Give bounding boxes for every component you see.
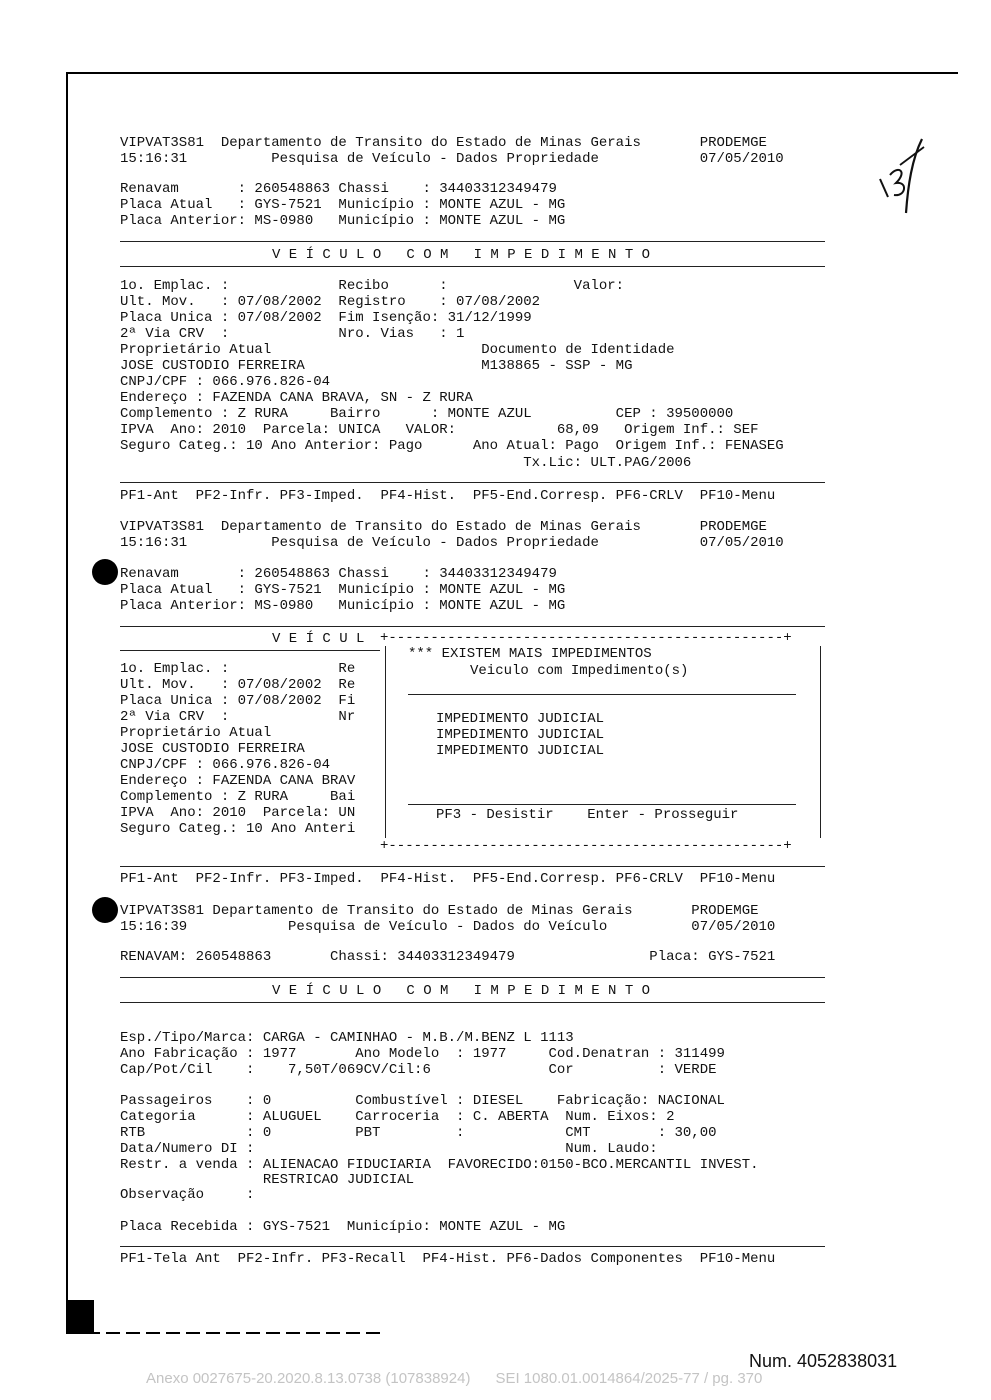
frame-top-line xyxy=(66,72,958,74)
screen3-rtb: RTB : 0 PBT : CMT : 30,00 xyxy=(120,1125,717,1141)
dialog-item: IMPEDIMENTO JUDICIAL xyxy=(436,743,605,759)
punch-hole-mark xyxy=(92,559,118,585)
document-number-stamp: Num. 4052838031 xyxy=(749,1351,898,1371)
screen2-left-line: Proprietário Atual xyxy=(120,725,272,741)
screen3-divider-menu xyxy=(120,1246,825,1247)
screen1-banner: V E Í C U L O C O M I M P E D I M E N T O xyxy=(272,247,651,263)
screen1-renavam: Renavam : 260548863 Chassi : 34403312349479 xyxy=(120,181,557,197)
dialog-subtitle: Veiculo com Impedimento(s) xyxy=(470,663,689,679)
screen2-header-line2: 15:16:31 Pesquisa de Veículo - Dados Propriedade 07/05/2010 xyxy=(120,535,784,551)
screen3-categoria: Categoria : ALUGUEL Carroceria : C. ABERTA Num. Eixos: 2 xyxy=(120,1109,675,1125)
screen2-divider-top xyxy=(120,626,825,627)
screen1-complemento: Complemento : Z RURA Bairro : MONTE AZUL CEP : 39500000 xyxy=(120,406,734,422)
screen1-ipva: IPVA Ano: 2010 Parcela: UNICA VALOR: 68,09 Origem Inf.: SEF xyxy=(120,422,759,438)
screen2-left-line: Complemento : Z RURA Bai xyxy=(120,789,356,805)
screen1-via-crv: 2ª Via CRV : Nro. Vias : 1 xyxy=(120,326,465,342)
screen3-ano-fabricacao: Ano Fabricação : 1977 Ano Modelo : 1977 Cod.Denatran : 311499 xyxy=(120,1046,725,1062)
screen3-header-line1: VIPVAT3S81 Departamento de Transito do Estado de Minas Gerais PRODEMGE xyxy=(120,903,759,919)
screen3-cap-pot-cil: Cap/Pot/Cil : 7,50T/069CV/Cil:6 Cor : VERDE xyxy=(120,1062,717,1078)
screen1-proprietario-nome: JOSE CUSTODIO FERREIRA M138865 - SSP - MG xyxy=(120,358,633,374)
screen3-data-numero-di: Data/Numero DI : Num. Laudo: xyxy=(120,1141,658,1157)
screen1-txlic: Tx.Lic: ULT.PAG/2006 xyxy=(120,455,692,471)
screen2-left-line: Ult. Mov. : 07/08/2002 Re xyxy=(120,677,356,693)
page-footer: Anexo 0027675-20.2020.8.13.0738 (107838924) SEI 1080.01.0014864/2025-77 / pg. 370 xyxy=(146,1370,763,1387)
screen2-banner: V E Í C U L xyxy=(272,631,365,647)
screen2-placa-atual: Placa Atual : GYS-7521 Município : MONTE AZUL - MG xyxy=(120,582,566,598)
dialog-divider-top xyxy=(408,694,796,695)
screen2-left-line: Seguro Categ.: 10 Ano Anteri xyxy=(120,821,356,837)
frame-corner-mark xyxy=(66,1300,94,1334)
frame-left-line xyxy=(66,72,68,1334)
screen3-placa-recebida: Placa Recebida : GYS-7521 Município: MONTE AZUL - MG xyxy=(120,1219,566,1235)
screen1-divider-banner xyxy=(120,266,825,267)
screen1-placa-unica: Placa Unica : 07/08/2002 Fim Isenção: 31/12/1999 xyxy=(120,310,532,326)
screen1-proprietario-label: Proprietário Atual Documento de Identidade xyxy=(120,342,675,358)
screen1-divider-menu xyxy=(120,482,825,483)
screen1-seguro: Seguro Categ.: 10 Ano Anterior: Pago Ano Atual: Pago Origem Inf.: FENASEG xyxy=(120,438,784,454)
screen1-emplac: 1o. Emplac. : Recibo : Valor: xyxy=(120,278,625,294)
screen1-function-menu: PF1-Ant PF2-Infr. PF3-Imped. PF4-Hist. PF5-End.Corresp. PF6-CRLV PF10-Menu xyxy=(120,488,776,504)
handwritten-initials xyxy=(868,135,938,225)
screen1-endereco: Endereço : FAZENDA CANA BRAVA, SN - Z RURA xyxy=(120,390,473,406)
screen3-ids: RENAVAM: 260548863 Chassi: 34403312349479 Placa: GYS-7521 xyxy=(120,949,776,965)
screen3-divider-top xyxy=(120,977,825,978)
screen2-left-line: 1o. Emplac. : Re xyxy=(120,661,356,677)
screen2-left-line: 2ª Via CRV : Nr xyxy=(120,709,356,725)
dialog-item: IMPEDIMENTO JUDICIAL xyxy=(436,727,605,743)
screen2-function-menu: PF1-Ant PF2-Infr. PF3-Imped. PF4-Hist. PF5-End.Corresp. PF6-CRLV PF10-Menu xyxy=(120,871,776,887)
dialog-top-border: +-----------------------------------------------+ xyxy=(380,630,792,646)
punch-hole-mark xyxy=(92,897,118,923)
screen1-ult-mov: Ult. Mov. : 07/08/2002 Registro : 07/08/2002 xyxy=(120,294,541,310)
dialog-divider-bottom xyxy=(408,804,796,805)
screen2-renavam: Renavam : 260548863 Chassi : 34403312349479 xyxy=(120,566,557,582)
screen2-header-line1: VIPVAT3S81 Departamento de Transito do Estado de Minas Gerais PRODEMGE xyxy=(120,519,767,535)
screen2-left-line: Endereço : FAZENDA CANA BRAV xyxy=(120,773,356,789)
screen2-divider-menu xyxy=(120,866,825,867)
screen3-passageiros: Passageiros : 0 Combustível : DIESEL Fabricação: NACIONAL xyxy=(120,1093,725,1109)
screen1-header-line1: VIPVAT3S81 Departamento de Transito do Estado de Minas Gerais PRODEMGE xyxy=(120,135,767,151)
frame-bottom-line xyxy=(66,1332,386,1334)
dialog-actions[interactable]: PF3 - Desistir Enter - Prosseguir xyxy=(436,807,739,823)
screen1-cpf: CNPJ/CPF : 066.976.826-04 xyxy=(120,374,331,390)
screen3-restr-venda: Restr. a venda : ALIENACAO FIDUCIARIA FAVORECIDO:0150-BCO.MERCANTIL INVEST. xyxy=(120,1157,759,1173)
screen2-left-line: Placa Unica : 07/08/2002 Fi xyxy=(120,693,356,709)
screen3-header-line2: 15:16:39 Pesquisa de Veículo - Dados do Veículo 07/05/2010 xyxy=(120,919,776,935)
screen2-left-line: JOSE CUSTODIO FERREIRA xyxy=(120,741,305,757)
screen3-divider-banner xyxy=(120,1002,825,1003)
dialog-title: *** EXISTEM MAIS IMPEDIMENTOS xyxy=(408,646,652,662)
dialog-bottom-border: +-----------------------------------------------+ xyxy=(380,838,792,854)
screen1-placa-atual: Placa Atual : GYS-7521 Município : MONTE AZUL - MG xyxy=(120,197,566,213)
screen3-restr-venda-cont: RESTRICAO JUDICIAL xyxy=(120,1172,415,1188)
screen3-esp-tipo-marca: Esp./Tipo/Marca: CARGA - CAMINHAO - M.B./M.BENZ L 1113 xyxy=(120,1030,574,1046)
screen1-header-line2: 15:16:31 Pesquisa de Veículo - Dados Propriedade 07/05/2010 xyxy=(120,151,784,167)
screen3-function-menu: PF1-Tela Ant PF2-Infr. PF3-Recall PF4-Hist. PF6-Dados Componentes PF10-Menu xyxy=(120,1251,776,1267)
screen1-divider-top xyxy=(120,241,825,242)
screen3-observacao: Observação : xyxy=(120,1187,255,1203)
screen1-placa-anterior: Placa Anterior: MS-0980 Município : MONTE AZUL - MG xyxy=(120,213,566,229)
screen2-left-line: IPVA Ano: 2010 Parcela: UN xyxy=(120,805,356,821)
screen2-divider-banner xyxy=(120,650,380,651)
dialog-item: IMPEDIMENTO JUDICIAL xyxy=(436,711,605,727)
screen3-banner: V E Í C U L O C O M I M P E D I M E N T O xyxy=(272,983,651,999)
screen2-left-line: CNPJ/CPF : 066.976.826-04 xyxy=(120,757,331,773)
screen2-placa-anterior: Placa Anterior: MS-0980 Município : MONTE AZUL - MG xyxy=(120,598,566,614)
